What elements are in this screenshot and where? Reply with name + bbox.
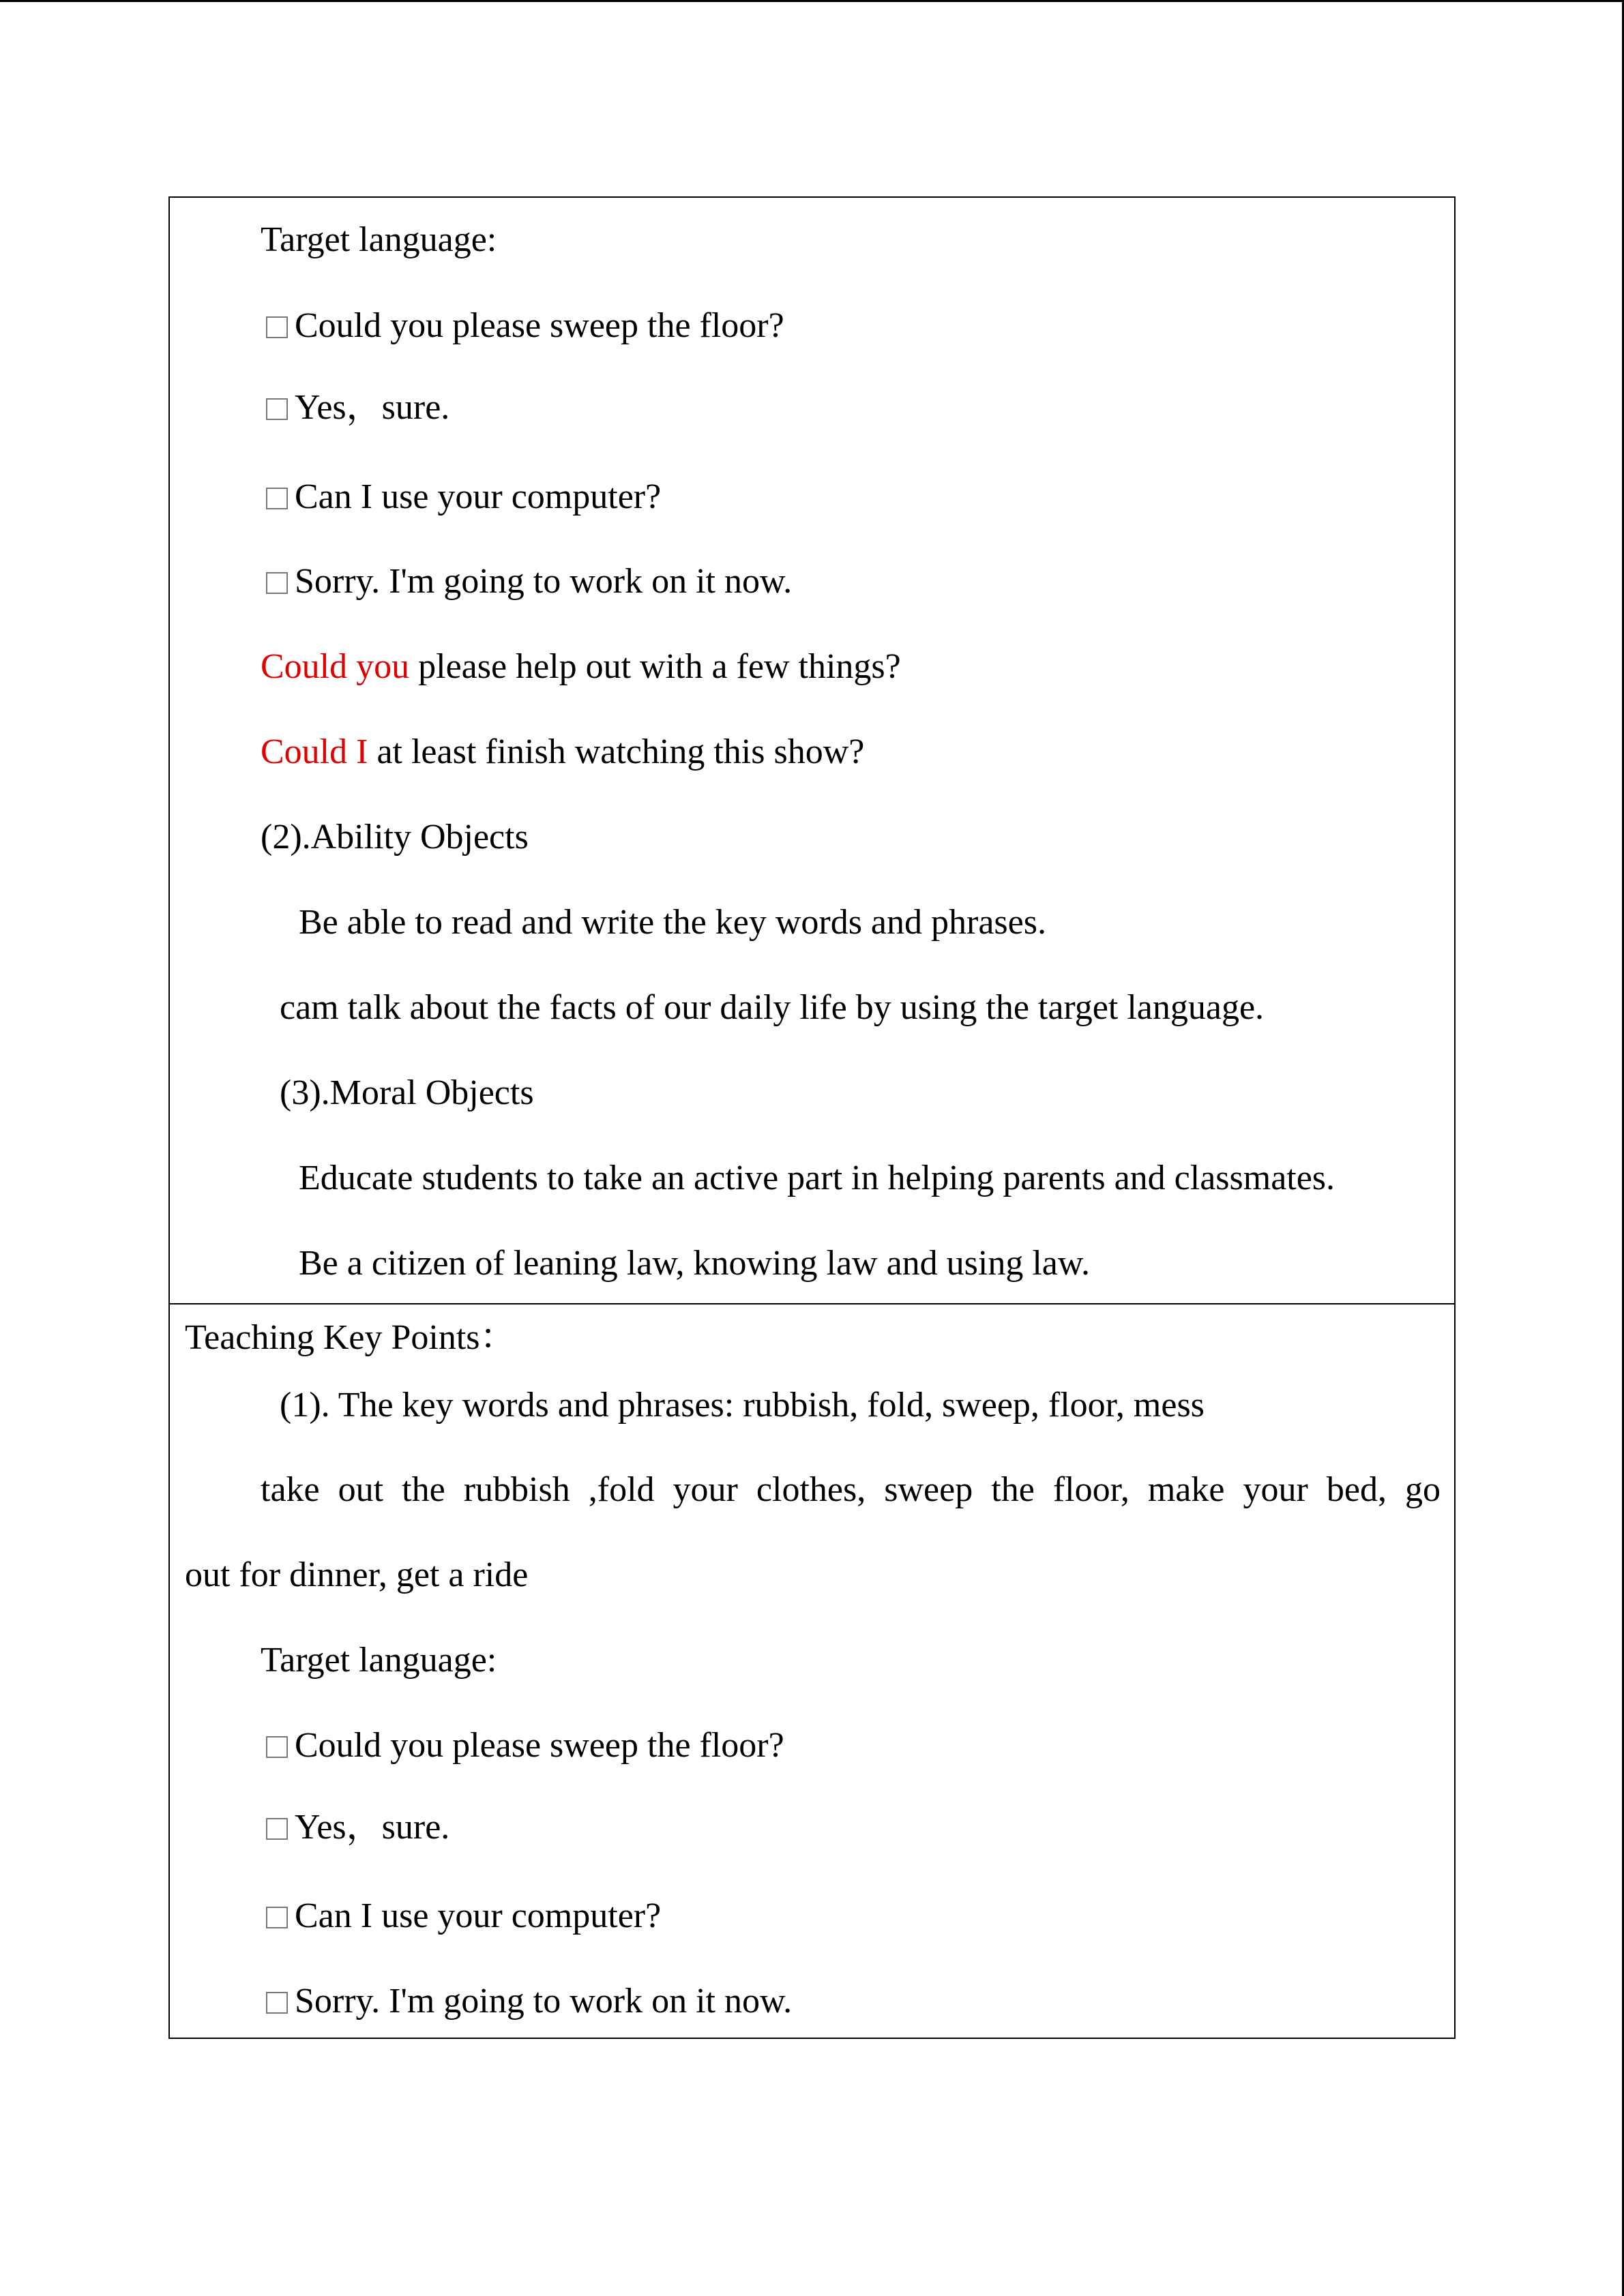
checkbox-icon: [266, 1992, 288, 2014]
moral-line: Educate students to take an active part in helping parents and classmates.: [299, 1159, 1335, 1197]
checkbox-icon: [266, 398, 288, 420]
list-item: Yes，sure.: [266, 387, 449, 428]
target-language-label: Target language:: [261, 220, 497, 259]
ability-line: Be able to read and write the key words and phrases.: [299, 903, 1046, 942]
checkbox-icon: [266, 316, 288, 338]
example-sentence: Could you please help out with a few things?: [261, 647, 901, 686]
phrases-line: out for dinner, get a ride: [185, 1555, 529, 1594]
moral-line: Be a citizen of leaning law, knowing law and using law.: [299, 1244, 1091, 1283]
list-item: Could you please sweep the floor?: [266, 1725, 784, 1766]
checkbox-icon: [266, 1736, 288, 1758]
target-language-label: Target language:: [261, 1641, 497, 1680]
highlight-text: Could you: [261, 647, 410, 686]
ability-line: cam talk about the facts of our daily life by using the target language.: [280, 988, 1265, 1027]
ability-objects-heading: (2).Ability Objects: [261, 818, 529, 856]
checkbox-icon: [266, 488, 288, 509]
list-item: Sorry. I'm going to work on it now.: [266, 561, 792, 602]
page-top-border: [0, 0, 1624, 2]
phrases-line: take out the rubbish ,fold your clothes, sweep the floor, make your bed, go: [261, 1470, 1441, 1509]
key-words-line: (1). The key words and phrases: rubbish, fold, sweep, floor, mess: [280, 1386, 1205, 1425]
checkbox-icon: [266, 1818, 288, 1840]
example-sentence: Could I at least finish watching this show?: [261, 732, 865, 771]
list-item: Can I use your computer?: [266, 1896, 661, 1937]
moral-objects-heading: (3).Moral Objects: [280, 1073, 534, 1112]
table-row-divider: [168, 1303, 1456, 1304]
list-item: Can I use your computer?: [266, 477, 661, 518]
list-item: Sorry. I'm going to work on it now.: [266, 1981, 792, 2022]
checkbox-icon: [266, 572, 288, 594]
highlight-text: Could I: [261, 732, 368, 771]
key-points-heading: Teaching Key Points：: [185, 1318, 516, 1357]
list-item: Could you please sweep the floor?: [266, 305, 784, 346]
checkbox-icon: [266, 1907, 288, 1928]
list-item: Yes，sure.: [266, 1807, 449, 1848]
